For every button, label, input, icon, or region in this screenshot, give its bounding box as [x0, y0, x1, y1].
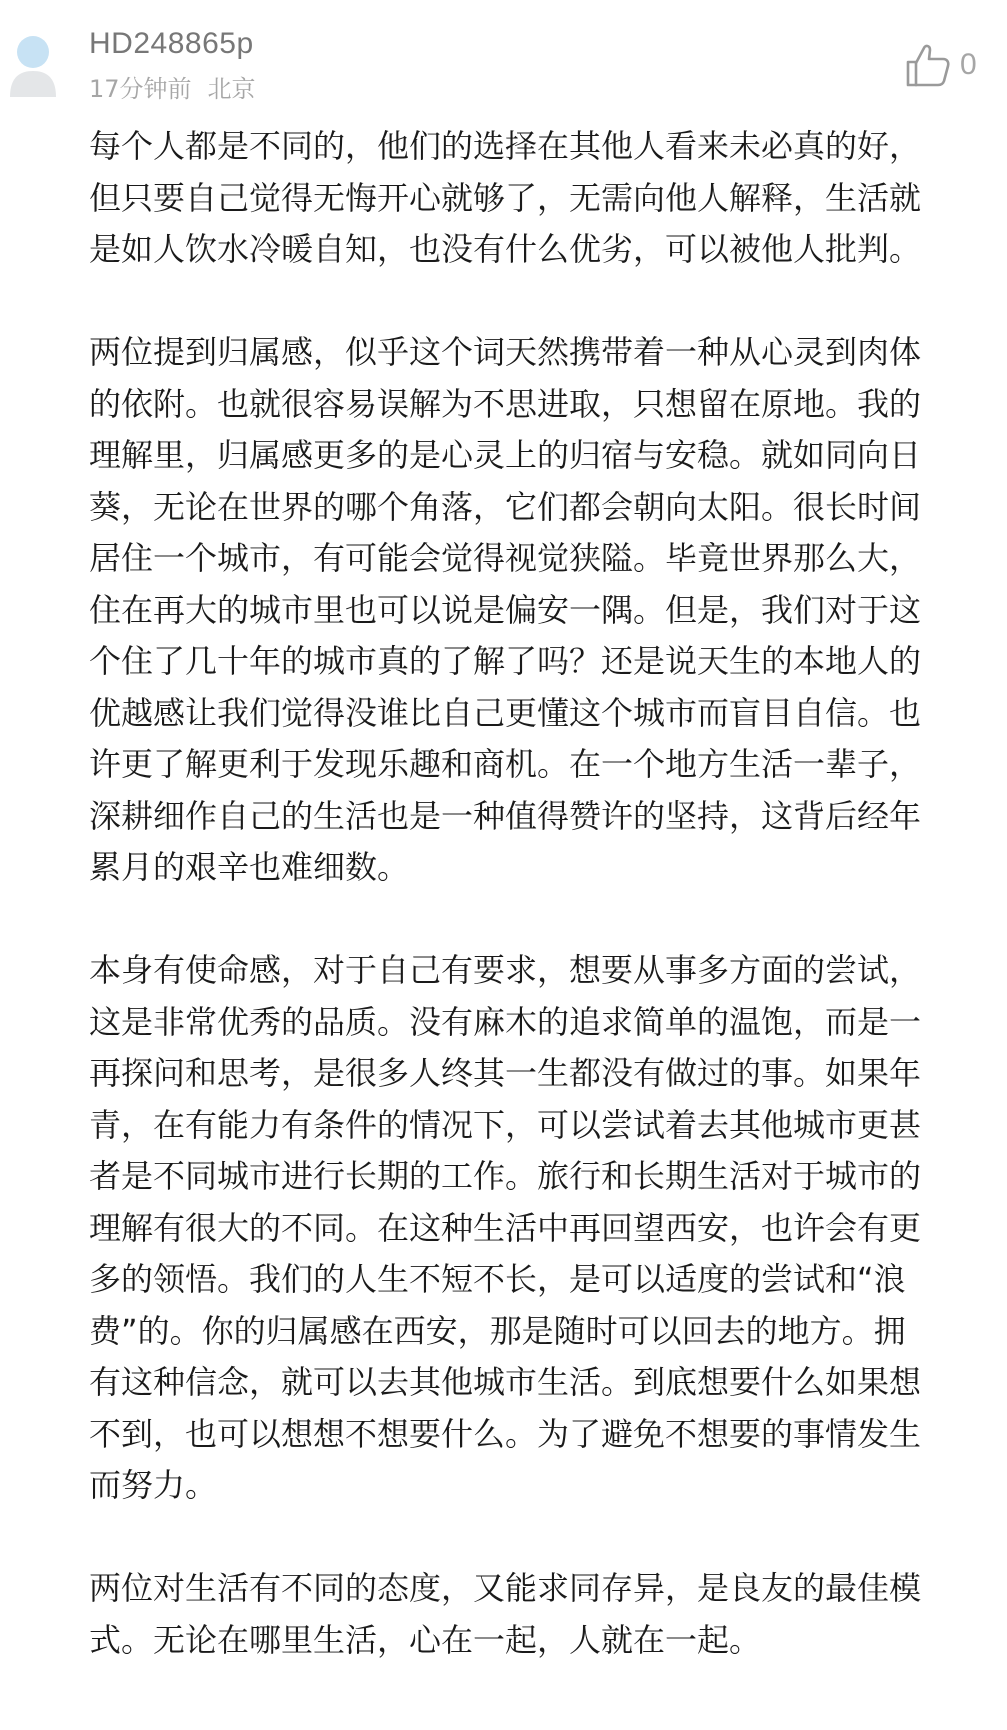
text-line: 的依附。也就很容易误解为不思进取，只想留在原地。我的	[89, 384, 922, 423]
text-line: 式。无论在哪里生活，心在一起，人就在一起。	[89, 1620, 762, 1659]
text-line: 两位提到归属感，似乎这个词天然携带着一种从心灵到肉体	[89, 333, 922, 371]
text-line: 者是不同城市进行长期的工作。旅行和长期生活对于城市的	[89, 1157, 922, 1195]
username[interactable]: HD248865p	[89, 27, 254, 60]
comment-paragraph	[89, 945, 989, 1512]
comment-body	[89, 121, 989, 1666]
thumbs-up-icon	[905, 42, 951, 88]
text-line: 许更了解更利于发现乐趣和商机。在一个地方生活一辈子，	[89, 745, 922, 783]
text-line: 多的领悟。我们的人生不短不长，是可以适度的尝试和“浪	[89, 1260, 906, 1298]
text-line: 累月的艰辛也难细数。	[89, 848, 410, 886]
comment-meta	[89, 74, 256, 104]
comment-header	[0, 0, 1007, 110]
paragraph-spacer	[89, 1512, 989, 1564]
comment-location: 北京	[207, 75, 256, 103]
paragraph-spacer	[89, 894, 989, 946]
comment-time: 17分钟前	[89, 75, 192, 103]
text-line: 深耕细作自己的生活也是一种值得赞许的坚持，这背后经年	[89, 796, 922, 835]
like-button[interactable]	[905, 42, 995, 88]
text-line: 青，在有能力有条件的情况下，可以尝试着去其他城市更甚	[89, 1105, 922, 1144]
text-line: 理解有很大的不同。在这种生活中再回望西安，也许会有更	[89, 1208, 922, 1247]
text-line: 葵，无论在世界的哪个角落，它们都会朝向太阳。很长时间	[89, 487, 922, 526]
text-line: 个住了几十年的城市真的了解了吗？还是说天生的本地人的	[89, 642, 922, 680]
text-line: 再探问和思考，是很多人终其一生都没有做过的事。如果年	[89, 1054, 922, 1092]
text-line: 本身有使命感，对于自己有要求，想要从事多方面的尝试，	[89, 951, 922, 989]
text-line: 理解里，归属感更多的是心灵上的归宿与安稳。就如同向日	[89, 436, 922, 474]
text-line: 但只要自己觉得无悔开心就够了，无需向他人解释，生活就	[89, 178, 922, 217]
text-line: 住在再大的城市里也可以说是偏安一隅。但是，我们对于这	[89, 590, 922, 629]
text-line: 两位对生活有不同的态度，又能求同存异，是良友的最佳模	[89, 1569, 922, 1607]
text-line: 每个人都是不同的，他们的选择在其他人看来未必真的好，	[89, 127, 922, 165]
text-line: 优越感让我们觉得没谁比自己更懂这个城市而盲目自信。也	[89, 693, 922, 732]
user-avatar-icon[interactable]	[8, 35, 58, 97]
text-line: 居住一个城市，有可能会觉得视觉狭隘。毕竟世界那么大，	[89, 539, 922, 577]
text-line: 有这种信念，就可以去其他城市生活。到底想要什么如果想	[89, 1363, 922, 1401]
paragraph-spacer	[89, 276, 989, 328]
text-line: 费”的。你的归属感在西安，那是随时可以回去的地方。拥	[89, 1311, 906, 1350]
comment-paragraph	[89, 121, 989, 276]
text-line: 而努力。	[89, 1466, 218, 1504]
comment-paragraph	[89, 1563, 989, 1666]
text-line: 是如人饮水冷暖自知，也没有什么优劣，可以被他人批判。	[89, 230, 922, 268]
comment-paragraph	[89, 327, 989, 894]
text-line: 不到，也可以想想不想要什么。为了避免不想要的事情发生	[89, 1414, 922, 1453]
like-count: 0	[960, 48, 977, 81]
text-line: 这是非常优秀的品质。没有麻木的追求简单的温饱，而是一	[89, 1002, 922, 1041]
